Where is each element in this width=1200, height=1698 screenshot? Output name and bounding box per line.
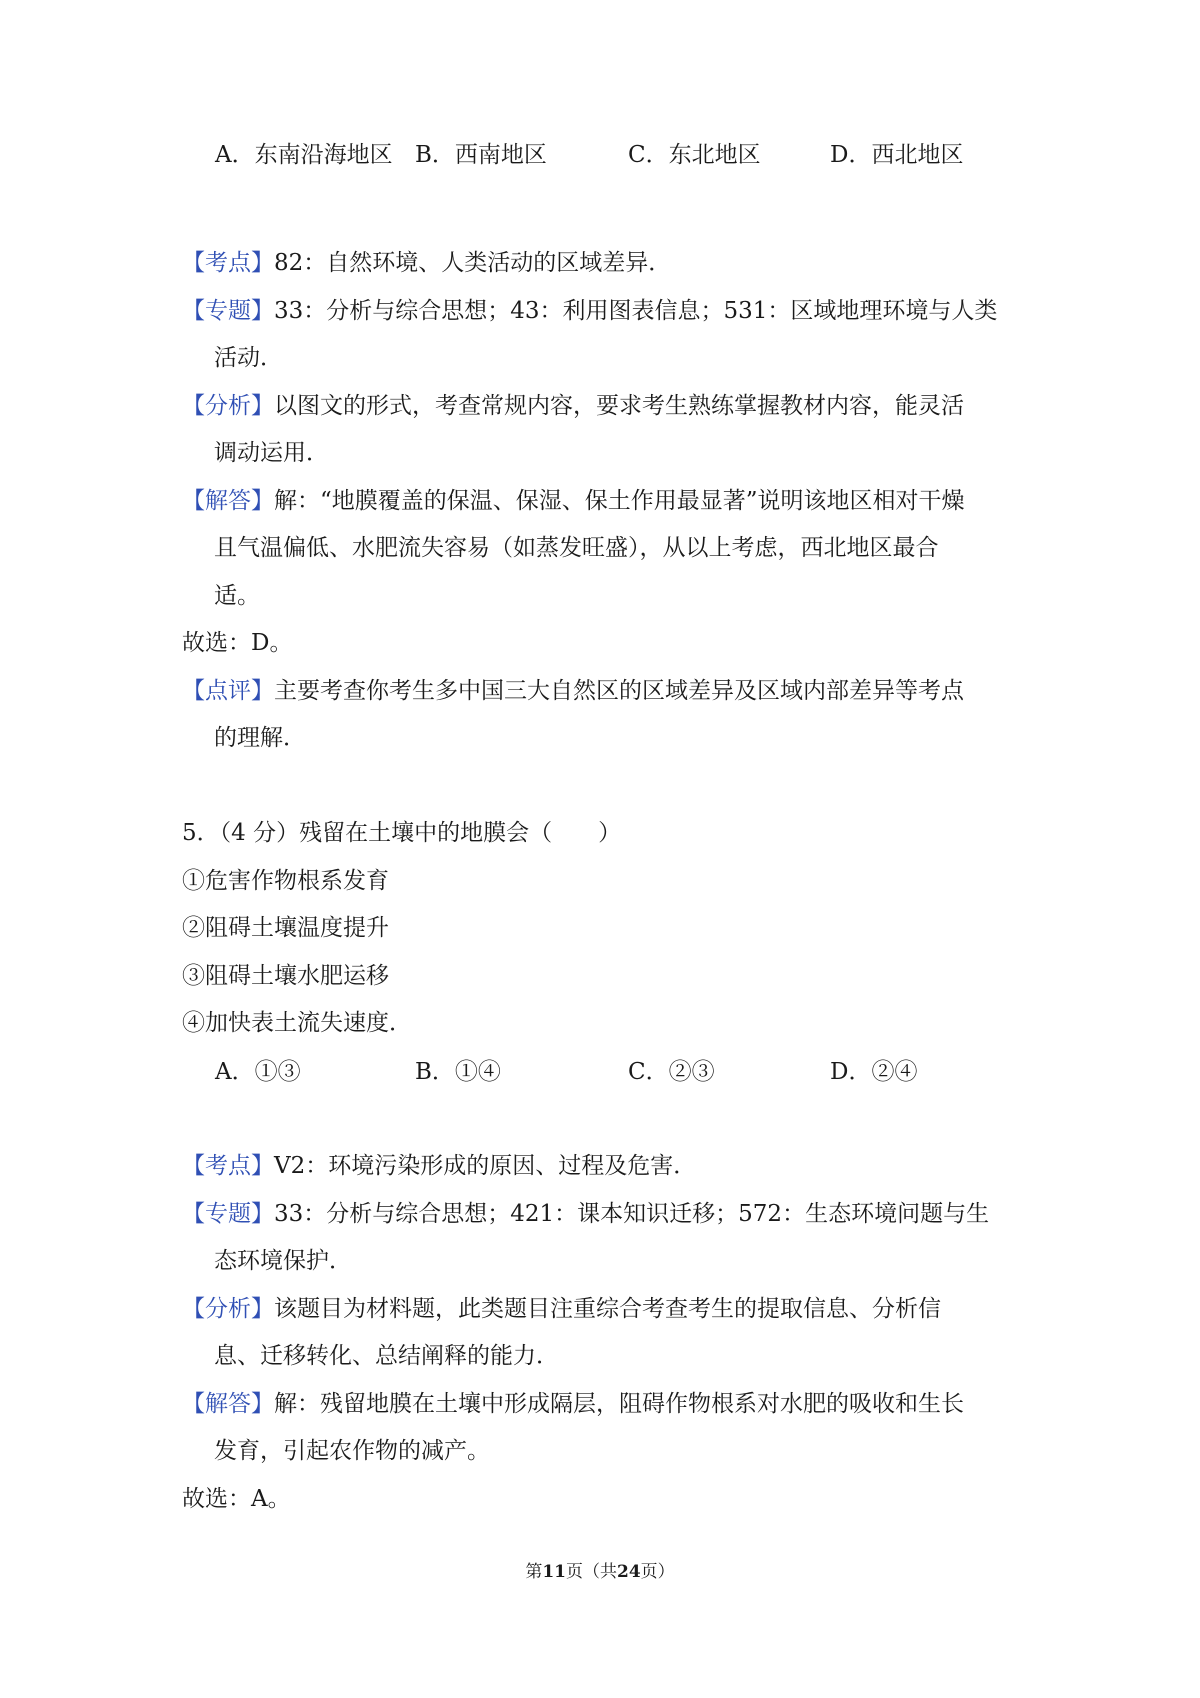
q5-option-b: B．①④ [415, 1059, 501, 1085]
q5-kaodian [182, 1151, 696, 1181]
q4-fenxi [182, 391, 964, 421]
kaodian-text: V2：环境污染形成的原因、过程及危害． [274, 1153, 697, 1179]
dianping-text: 主要考查你考生多中国三大自然区的区域差异及区域内部差异等考点 [274, 678, 964, 704]
q5-item-2: ②阻碍土壤温度提升 [182, 915, 389, 941]
q5-answer: 故选：A。 [182, 1486, 291, 1512]
q4-fenxi-cont: 调动运用． [214, 440, 329, 466]
q4-dianping [182, 676, 964, 706]
q5-item-1: ①危害作物根系发育 [182, 868, 389, 894]
q4-option-c: C．东北地区 [628, 142, 761, 168]
q4-option-a: A．东南沿海地区 [215, 142, 393, 168]
q4-zhuanti [182, 296, 997, 326]
page-footer [0, 1560, 1200, 1584]
q5-option-d: D．②④ [830, 1059, 918, 1085]
fenxi-tag: 【分析】 [182, 393, 274, 419]
q4-option-d: D．西北地区 [830, 142, 964, 168]
footer-total-pages: 24 [617, 1562, 641, 1582]
jieda-text: 解：残留地膜在土壤中形成隔层，阻碍作物根系对水肥的吸收和生长 [274, 1391, 964, 1417]
footer-prefix: 第 [525, 1562, 543, 1582]
q4-zhuanti-cont: 活动． [214, 345, 283, 371]
q4-kaodian [182, 248, 671, 278]
q5-zhuanti-cont: 态环境保护． [214, 1248, 352, 1274]
q4-jieda-cont1: 且气温偏低、水肥流失容易（如蒸发旺盛），从以上考虑，西北地区最合 [214, 535, 939, 561]
q5-jieda [182, 1389, 964, 1419]
fenxi-text: 以图文的形式，考查常规内容，要求考生熟练掌握教材内容，能灵活 [274, 393, 964, 419]
q5-option-c: C．②③ [628, 1059, 715, 1085]
q5-stem: 5．（4 分）残留在土壤中的地膜会（ ） [182, 820, 622, 846]
fenxi-text: 该题目为材料题，此类题目注重综合考查考生的提取信息、分析信 [274, 1296, 941, 1322]
zhuanti-tag: 【专题】 [182, 1201, 274, 1227]
zhuanti-text: 33：分析与综合思想；43：利用图表信息；531：区域地理环境与人类 [274, 298, 998, 324]
q5-jieda-cont: 发育，引起农作物的减产。 [214, 1438, 490, 1464]
q5-zhuanti [182, 1199, 989, 1229]
zhuanti-text: 33：分析与综合思想；421：课本知识迁移；572：生态环境问题与生 [274, 1201, 990, 1227]
kaodian-tag: 【考点】 [182, 1153, 274, 1179]
jieda-tag: 【解答】 [182, 1391, 274, 1417]
q5-item-3: ③阻碍土壤水肥运移 [182, 963, 389, 989]
kaodian-text: 82：自然环境、人类活动的区域差异． [274, 250, 672, 276]
footer-page-number: 11 [542, 1562, 566, 1582]
jieda-text: 解：“地膜覆盖的保温、保湿、保土作用最显著”说明该地区相对干燥 [274, 488, 965, 514]
q4-answer: 故选：D。 [182, 630, 293, 656]
q4-jieda [182, 486, 965, 516]
zhuanti-tag: 【专题】 [182, 298, 274, 324]
jieda-tag: 【解答】 [182, 488, 274, 514]
q5-option-a: A．①③ [215, 1059, 301, 1085]
footer-middle: 页（共 [566, 1562, 617, 1582]
q4-jieda-cont2: 适。 [214, 583, 260, 609]
q5-fenxi-cont: 息、迁移转化、总结阐释的能力． [214, 1343, 559, 1369]
fenxi-tag: 【分析】 [182, 1296, 274, 1322]
q5-fenxi [182, 1294, 941, 1324]
q4-dianping-cont: 的理解． [214, 725, 306, 751]
footer-suffix: 页） [640, 1562, 675, 1582]
q4-option-b: B．西南地区 [415, 142, 547, 168]
q5-item-4: ④加快表土流失速度． [182, 1010, 412, 1036]
kaodian-tag: 【考点】 [182, 250, 274, 276]
dianping-tag: 【点评】 [182, 678, 274, 704]
